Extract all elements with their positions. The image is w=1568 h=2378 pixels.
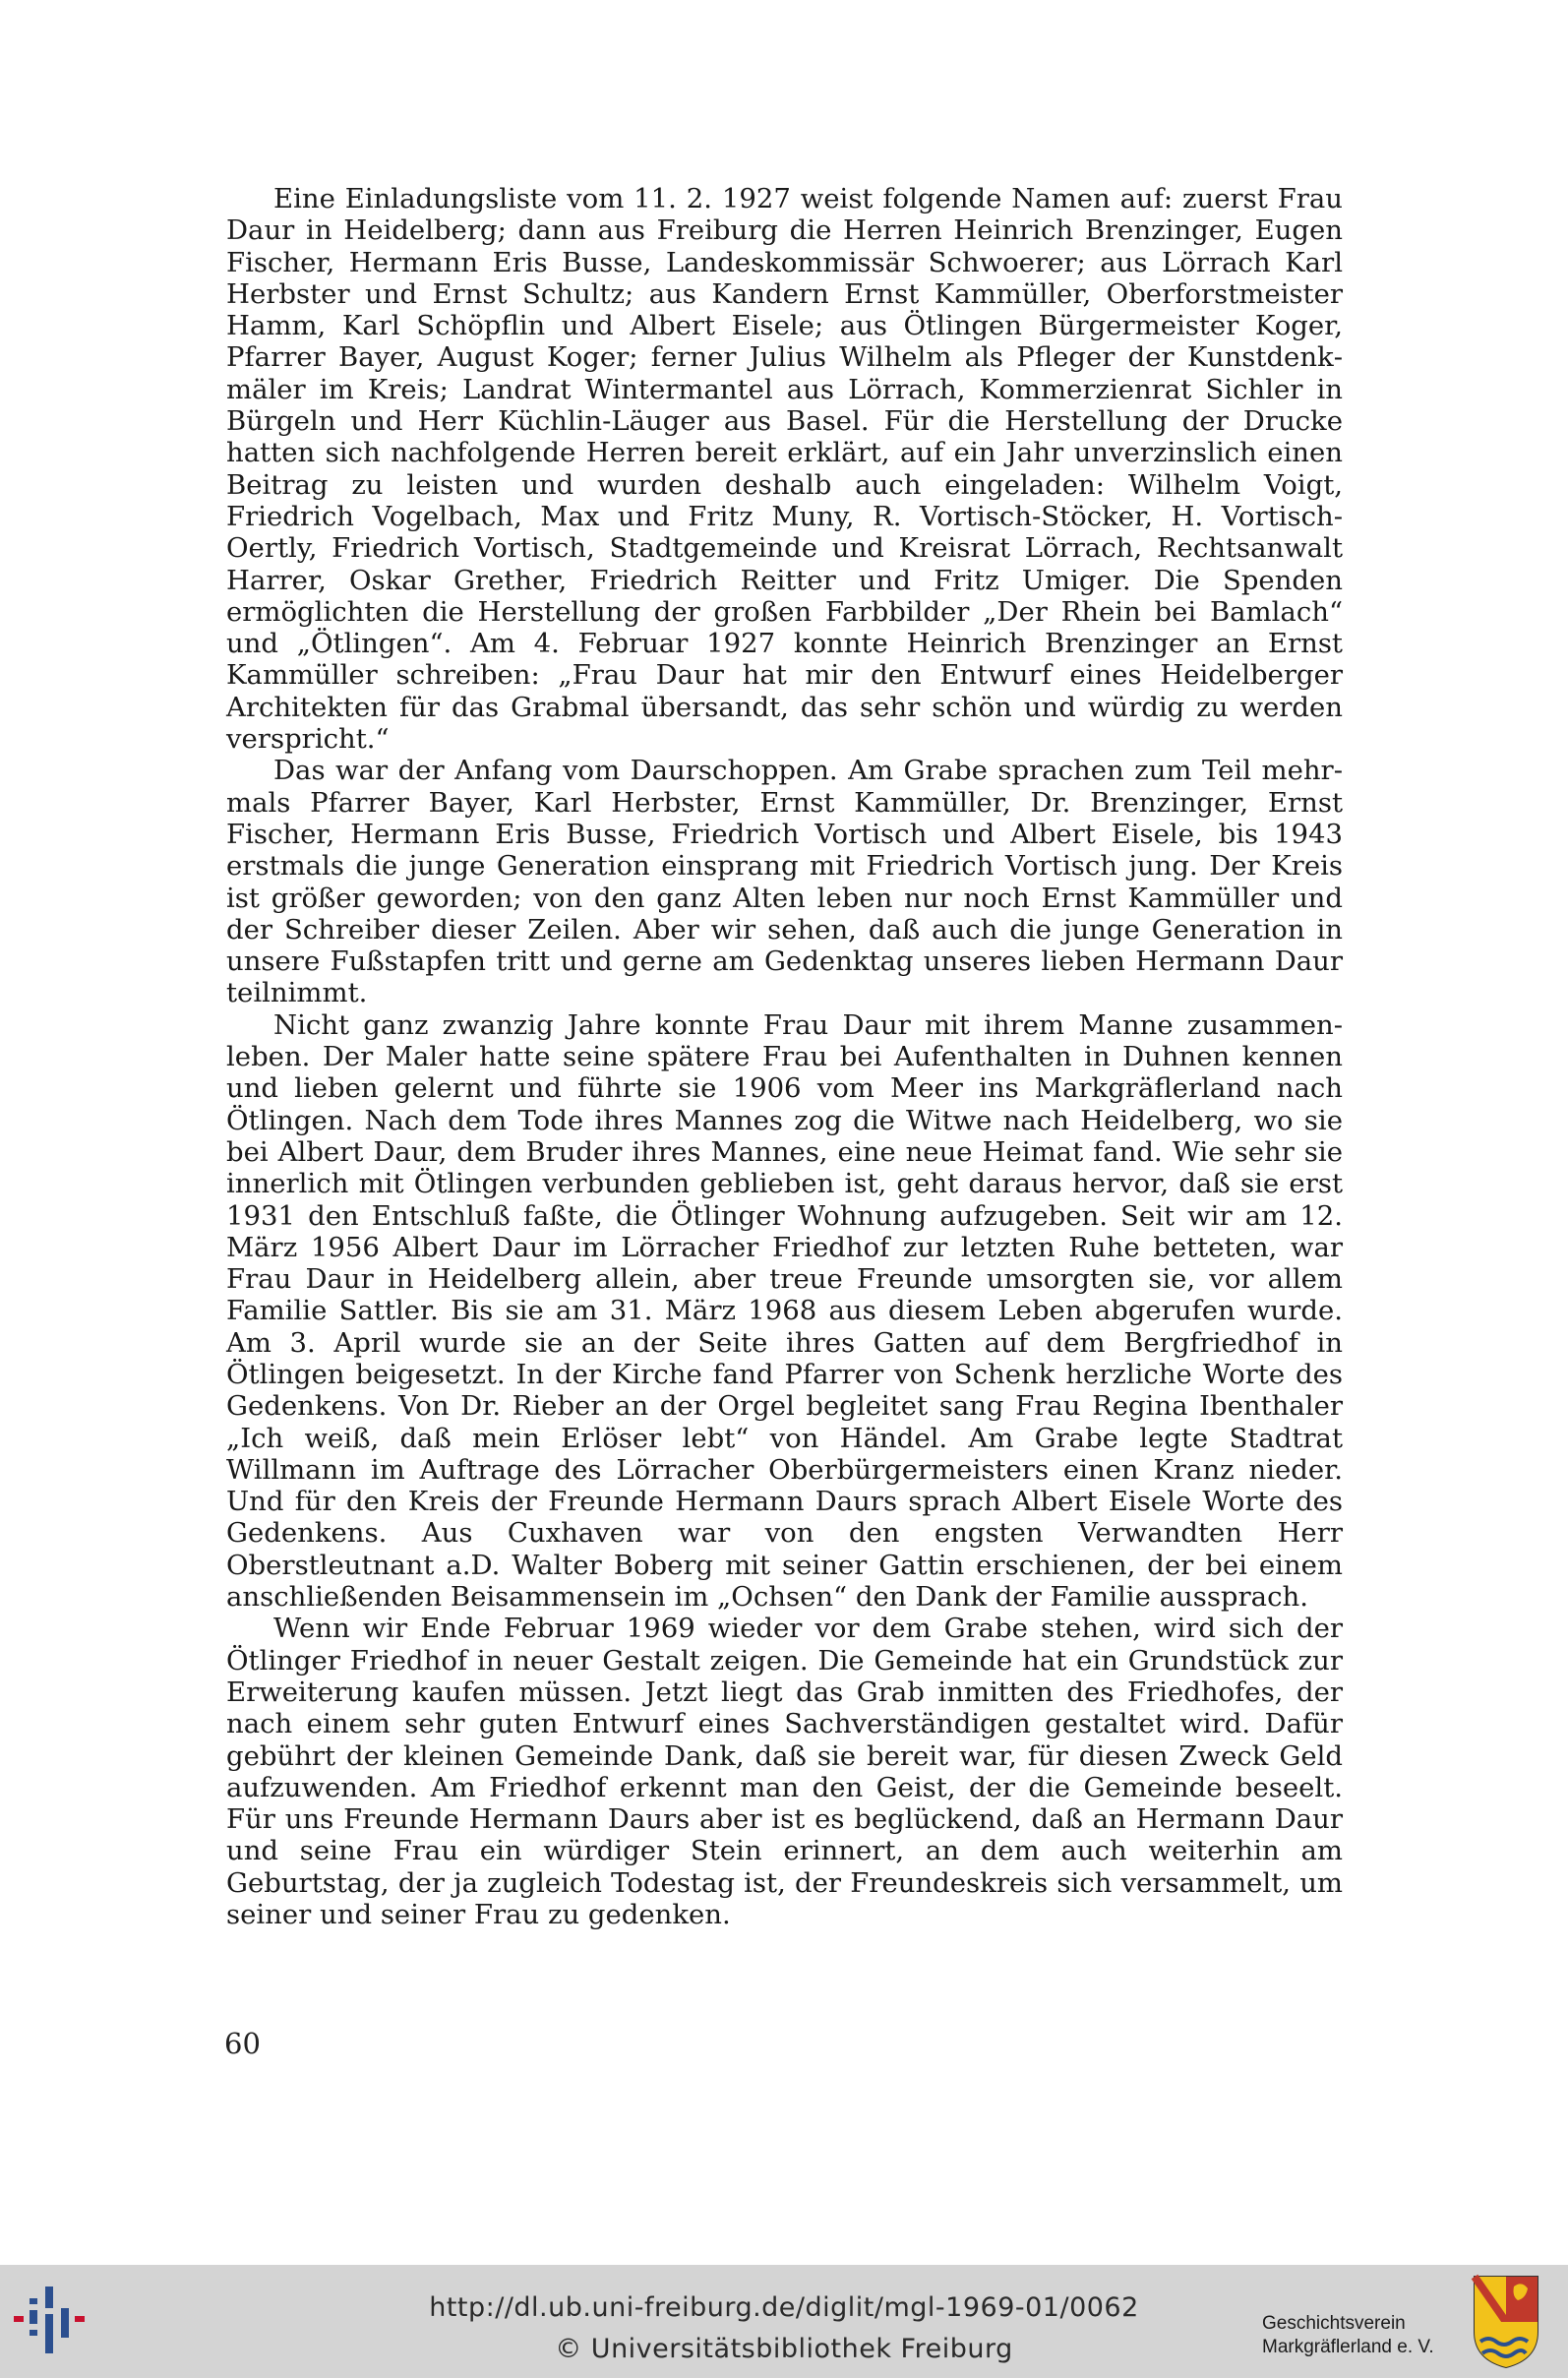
coat-of-arms-icon [1471, 2273, 1541, 2371]
paragraph-1: Eine Einladungsliste vom 11. 2. 1927 weist folgende Namen auf: zuerst Frau Daur in Heidelberg; dann aus Freiburg die Herren Heinrich Brenzinger, Eugen Fischer, Hermann Eris Busse, Landeskommissär Schwoerer; aus Lörrach Karl Herbster und Ernst Schultz; aus Kandern Ernst Kammüller, Oberforstmeister Hamm, Karl Schöpflin und Albert Eisele; aus Ötlingen Bürgermeister Koger, Pfarrer Bayer, August Koger; ferner Julius Wilhelm als Pfleger der Kunstdenkmäler im Kreis; Landrat Wintermantel aus Lörrach, Kommerzienrat Sichler in Bürgeln und Herr Küchlin-Läuger aus Basel. Für die Herstellung der Drucke hatten sich nachfolgende Herren bereit erklärt, auf ein Jahr unverzinslich einen Beitrag zu leisten und wurden deshalb auch eingeladen: Wilhelm Voigt, Friedrich Vogelbach, Max und Fritz Muny, R. Vortisch-Stöcker, H. Vortisch-Oertly, Friedrich Vortisch, Stadtgemeinde und Kreisrat Lörrach, Rechtsanwalt Harrer, Oskar Grether, Friedrich Reitter und Fritz Umiger. Die Spenden ermöglichten die Herstellung der großen Farbbilder „Der Rhein bei Bamlach“ und „Ötlingen“. Am 4. Februar 1927 konnte Heinrich Brenzinger an Ernst Kammüller schreiben: „Frau Daur hat mir den Entwurf eines Heidelberger Architekten für das Grabmal übersandt, das sehr schön und würdig zu werden verspricht.“ [226, 183, 1343, 756]
footer-copyright: © Universitätsbibliothek Freiburg [555, 2334, 1013, 2364]
footer-url-link[interactable]: http://dl.ub.uni-freiburg.de/diglit/mgl-1969-01/0062 [429, 2292, 1139, 2323]
paragraph-4: Wenn wir Ende Februar 1969 wieder vor dem Grabe stehen, wird sich der Ötlinger Friedhof in neuer Gestalt zeigen. Die Gemeinde hat ein Grundstück zur Erweiterung kaufen müssen. Jetzt liegt das Grab inmitten des Friedhofes, der nach einem sehr guten Entwurf eines Sachverständigen gestaltet wird. Dafür gebührt der kleinen Gemeinde Dank, daß sie bereit war, für diesen Zweck Geld aufzuwenden. Am Friedhof erkennt man den Geist, der die Gemeinde beseelt. Für uns Freunde Hermann Daurs aber ist es beglückend, daß an Hermann Daur und seine Frau ein würdiger Stein erinnert, an dem auch weiterhin am Geburtstag, der ja zugleich Todestag ist, der Freundeskreis sich versammelt, um seiner und seiner Frau zu gedenken. [226, 1613, 1343, 1931]
page-number: 60 [224, 2027, 261, 2060]
paragraph-2: Das war der Anfang vom Daurschoppen. Am Grabe sprachen zum Teil mehrmals Pfarrer Bayer, Karl Herbster, Ernst Kammüller, Dr. Brenzinger, Ernst Fischer, Hermann Eris Busse, Friedrich Vortisch und Albert Eisele, bis 1943 erstmals die junge Generation einsprang mit Friedrich Vortisch jung. Der Kreis ist größer geworden; von den ganz Alten leben nur noch Ernst Kammüller und der Schreiber dieser Zeilen. Aber wir sehen, daß auch die junge Generation in unsere Fußstapfen tritt und gerne am Gedenktag unseres lieben Hermann Daur teilnimmt. [226, 755, 1343, 1009]
society-line-1: Geschichtsverein [1262, 2313, 1406, 2334]
paragraph-3: Nicht ganz zwanzig Jahre konnte Frau Daur mit ihrem Manne zusammenleben. Der Maler hatte seine spätere Frau bei Aufenthalten in Duhnen kennen und lieben gelernt und führte sie 1906 vom Meer ins Markgräflerland nach Ötlingen. Nach dem Tode ihres Mannes zog die Witwe nach Heidelberg, wo sie bei Albert Daur, dem Bruder ihres Mannes, eine neue Heimat fand. Wie sehr sie innerlich mit Ötlingen verbunden geblieben ist, geht daraus hervor, daß sie erst 1931 den Entschluß faßte, die Ötlinger Wohnung aufzugeben. Seit wir am 12. März 1956 Albert Daur im Lörracher Friedhof zur letzten Ruhe betteten, war Frau Daur in Heidelberg allein, aber treue Freunde umsorgten sie, vor allem Familie Sattler. Bis sie am 31. März 1968 aus diesem Leben abgerufen wurde. Am 3. April wurde sie an der Seite ihres Gatten auf dem Bergfriedhof in Ötlingen beigesetzt. In der Kirche fand Pfarrer von Schenk herzliche Worte des Gedenkens. Von Dr. Rieber an der Orgel begleitet sang Frau Regina Ibenthaler „Ich weiß, daß mein Erlöser lebt“ von Händel. Am Grabe legte Stadtrat Willmann im Auftrage des Lörracher Oberbürgermeisters einen Kranz nieder. Und für den Kreis der Freunde Hermann Daurs sprach Albert Eisele Worte des Gedenkens. Aus Cuxhaven war von den engsten Verwandten Herr Oberstleutnant a.D. Walter Boberg mit seiner Gattin erschienen, der bei einem anschließenden Beisammensein im „Ochsen“ den Dank der Familie aussprach. [226, 1008, 1343, 1614]
footer-bar [0, 2265, 1568, 2378]
page-body [226, 183, 1343, 1930]
society-name [1262, 2312, 1459, 2359]
society-line-2: Markgräflerland e. V. [1262, 2337, 1434, 2357]
